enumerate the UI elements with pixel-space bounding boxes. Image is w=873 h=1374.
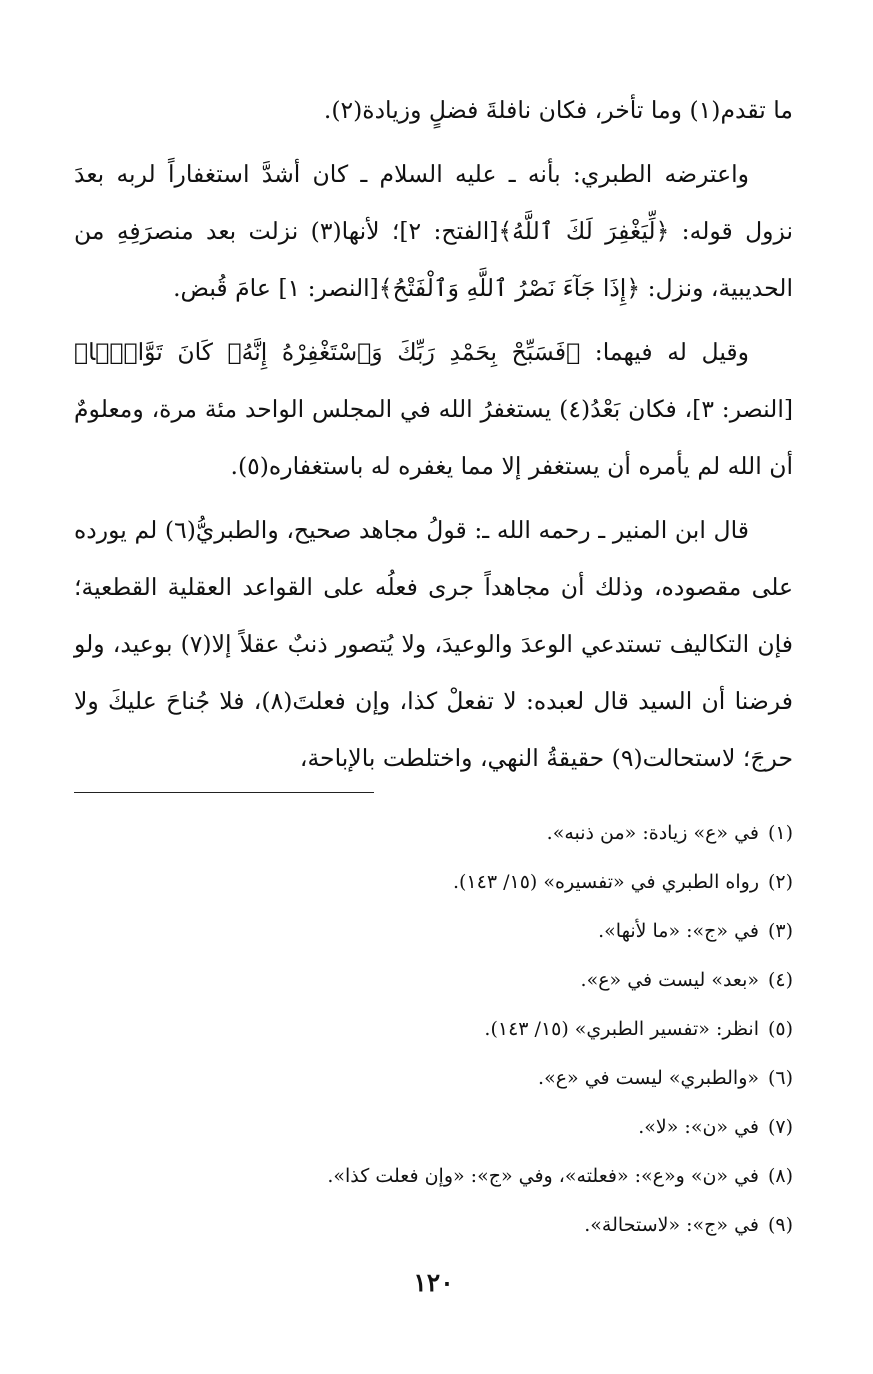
main-text bbox=[74, 82, 793, 787]
footnote-number: (٥) bbox=[767, 1018, 793, 1040]
page-number: ١٢٠ bbox=[413, 1268, 454, 1297]
footnote-number: (٢) bbox=[767, 871, 793, 893]
footnote-number: (٧) bbox=[767, 1116, 793, 1138]
paragraph-1: ما تقدم(١) وما تأخر، فكان نافلةَ فضلٍ وزيادة(٢). bbox=[323, 96, 793, 124]
footnote-9 bbox=[74, 1201, 793, 1250]
footnote-number: (٤) bbox=[767, 969, 793, 991]
footnote-7 bbox=[74, 1103, 793, 1152]
footnote-text: «بعد» ليست في «ع». bbox=[580, 969, 759, 991]
footnote-text: في «ج»: «ما لأنها». bbox=[598, 920, 759, 942]
paragraph-2: واعترضه الطبري: بأنه ـ عليه السلام ـ كان أشدَّ استغفاراً لربه بعدَ نزول قوله: ﴿لِّيَغْفِرَ لَكَ ٱللَّهُ﴾[الفتح: ٢]؛ لأنها(٣) نزلت بعد منصرَفِهِ من الحديبية، ونزل: ﴿إِذَا جَآءَ نَصْرُ ٱللَّهِ وَٱلْفَتْحُ﴾[النصر: ١] عامَ قُبض. bbox=[74, 160, 794, 302]
footnote-8 bbox=[74, 1152, 793, 1201]
footnote-divider bbox=[74, 792, 374, 793]
footnote-number: (٩) bbox=[767, 1214, 793, 1236]
paragraph-3: وقيل له فيهما: ﴿فَسَبِّحْ بِحَمْدِ رَبِّكَ وَٱسْتَغْفِرْهُ إِنَّهُۥ كَانَ تَوَّابًۢا﴾[النصر: ٣]، فكان بَعْدُ(٤) يستغفرُ الله في المجلس الواحد مئة مرة، ومعلومٌ أن الله لم يأمره أن يستغفر إلا مما يغفره له باستغفاره(٥). bbox=[74, 338, 794, 480]
footnote-text: «والطبري» ليست في «ع». bbox=[538, 1067, 759, 1089]
footnote-text: في «ن»: «لا». bbox=[638, 1116, 759, 1138]
footnote-text: انظر: «تفسير الطبري» (١٥/ ١٤٣). bbox=[484, 1018, 759, 1040]
footnote-4 bbox=[74, 956, 793, 1005]
footnote-number: (١) bbox=[767, 822, 793, 844]
footnote-text: في «ع» زيادة: «من ذنبه». bbox=[546, 822, 759, 844]
footnote-5 bbox=[74, 1005, 793, 1054]
footnote-text: في «ن» و«ع»: «فعلته»، وفي «ج»: «وإن فعلت كذا». bbox=[327, 1165, 759, 1187]
footnote-text: في «ج»: «لاستحالة». bbox=[584, 1214, 759, 1236]
footnote-2 bbox=[74, 858, 793, 907]
footnote-number: (٦) bbox=[767, 1067, 793, 1089]
footnote-6 bbox=[74, 1054, 793, 1103]
paragraph-4: قال ابن المنير ـ رحمه الله ـ: قولُ مجاهد صحيح، والطبريُّ(٦) لم يورده على مقصوده، وذلك أن مجاهداً جرى فعلُه على القواعد العقلية القطعية؛ فإن التكاليف تستدعي الوعدَ والوعيدَ، ولا يُتصور ذنبٌ عقلاً إلا(٧) بوعيد، ولو فرضنا أن السيد قال لعبده: لا تفعلْ كذا، وإن فعلتَ(٨)، فلا جُناحَ عليكَ ولا حرجَ؛ لاستحالت(٩) حقيقةُ النهي، واختلطت بالإباحة، bbox=[74, 516, 793, 772]
footnote-3 bbox=[74, 907, 793, 956]
footnotes-list bbox=[74, 809, 793, 1250]
book-page bbox=[74, 82, 793, 1334]
footnote-text: رواه الطبري في «تفسيره» (١٥/ ١٤٣). bbox=[452, 871, 759, 893]
footnote-number: (٣) bbox=[767, 920, 793, 942]
footnote-number: (٨) bbox=[767, 1165, 793, 1187]
footnote-1 bbox=[74, 809, 793, 858]
